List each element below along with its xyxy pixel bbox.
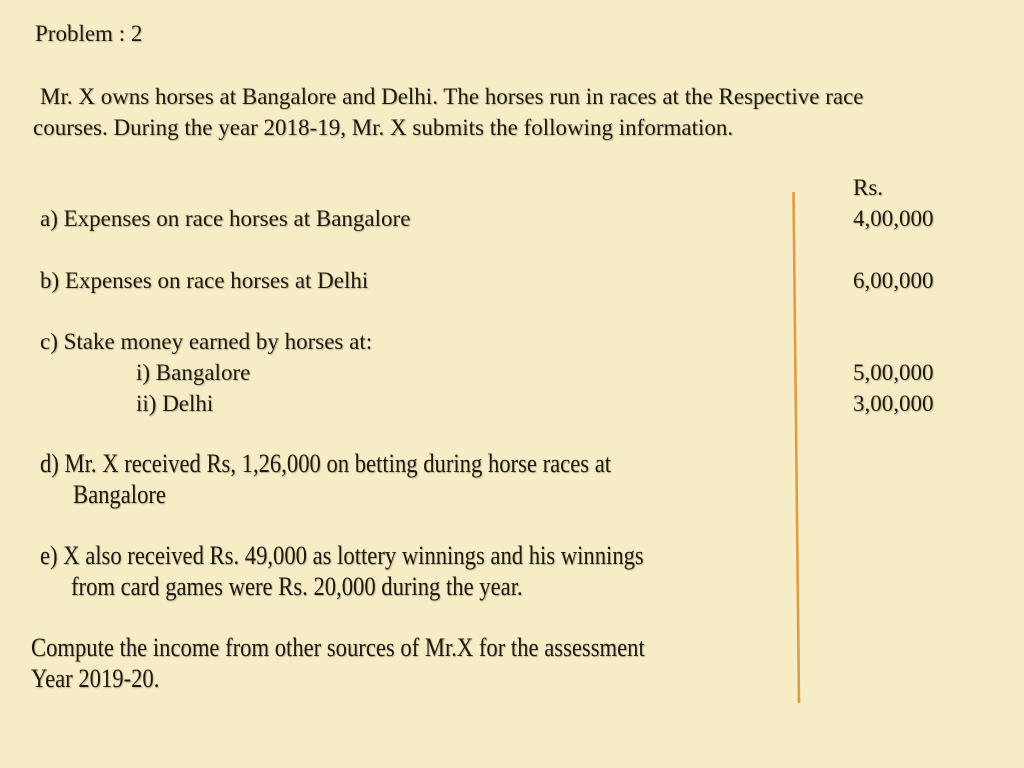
item-c-sub-i-label: i) Bangalore [136, 360, 251, 385]
item-c-sub-ii-amount: 3,00,000 [853, 391, 934, 416]
currency-column-header: Rs. [853, 175, 884, 200]
item-a-amount: 4,00,000 [853, 206, 934, 231]
item-b-amount: 6,00,000 [853, 268, 934, 293]
question-line2: Year 2019-20. [31, 664, 160, 693]
question-line1: Compute the income from other sources of Mr.X for the assessment [31, 633, 645, 662]
item-e-line1: e) X also received Rs. 49,000 as lottery winnings and his winnings [40, 541, 644, 570]
intro-paragraph-line1: Mr. X owns horses at Bangalore and Delhi. The horses run in races at the Respective race [40, 84, 864, 109]
item-a-label: a) Expenses on race horses at Bangalore [40, 206, 411, 231]
item-b-label: b) Expenses on race horses at Delhi [40, 268, 369, 293]
intro-paragraph-line2: courses. During the year 2018-19, Mr. X submits the following information. [33, 115, 734, 140]
item-c-label: c) Stake money earned by horses at: [40, 329, 373, 354]
item-d-line1: d) Mr. X received Rs, 1,26,000 on betting during horse races at [40, 449, 612, 478]
item-e-line2: from card games were Rs. 20,000 during the year. [71, 572, 523, 601]
item-d-line2: Bangalore [73, 480, 166, 509]
item-c-sub-ii-label: ii) Delhi [136, 391, 214, 416]
item-c-sub-i-amount: 5,00,000 [853, 360, 934, 385]
slide-title: Problem : 2 [35, 21, 143, 46]
